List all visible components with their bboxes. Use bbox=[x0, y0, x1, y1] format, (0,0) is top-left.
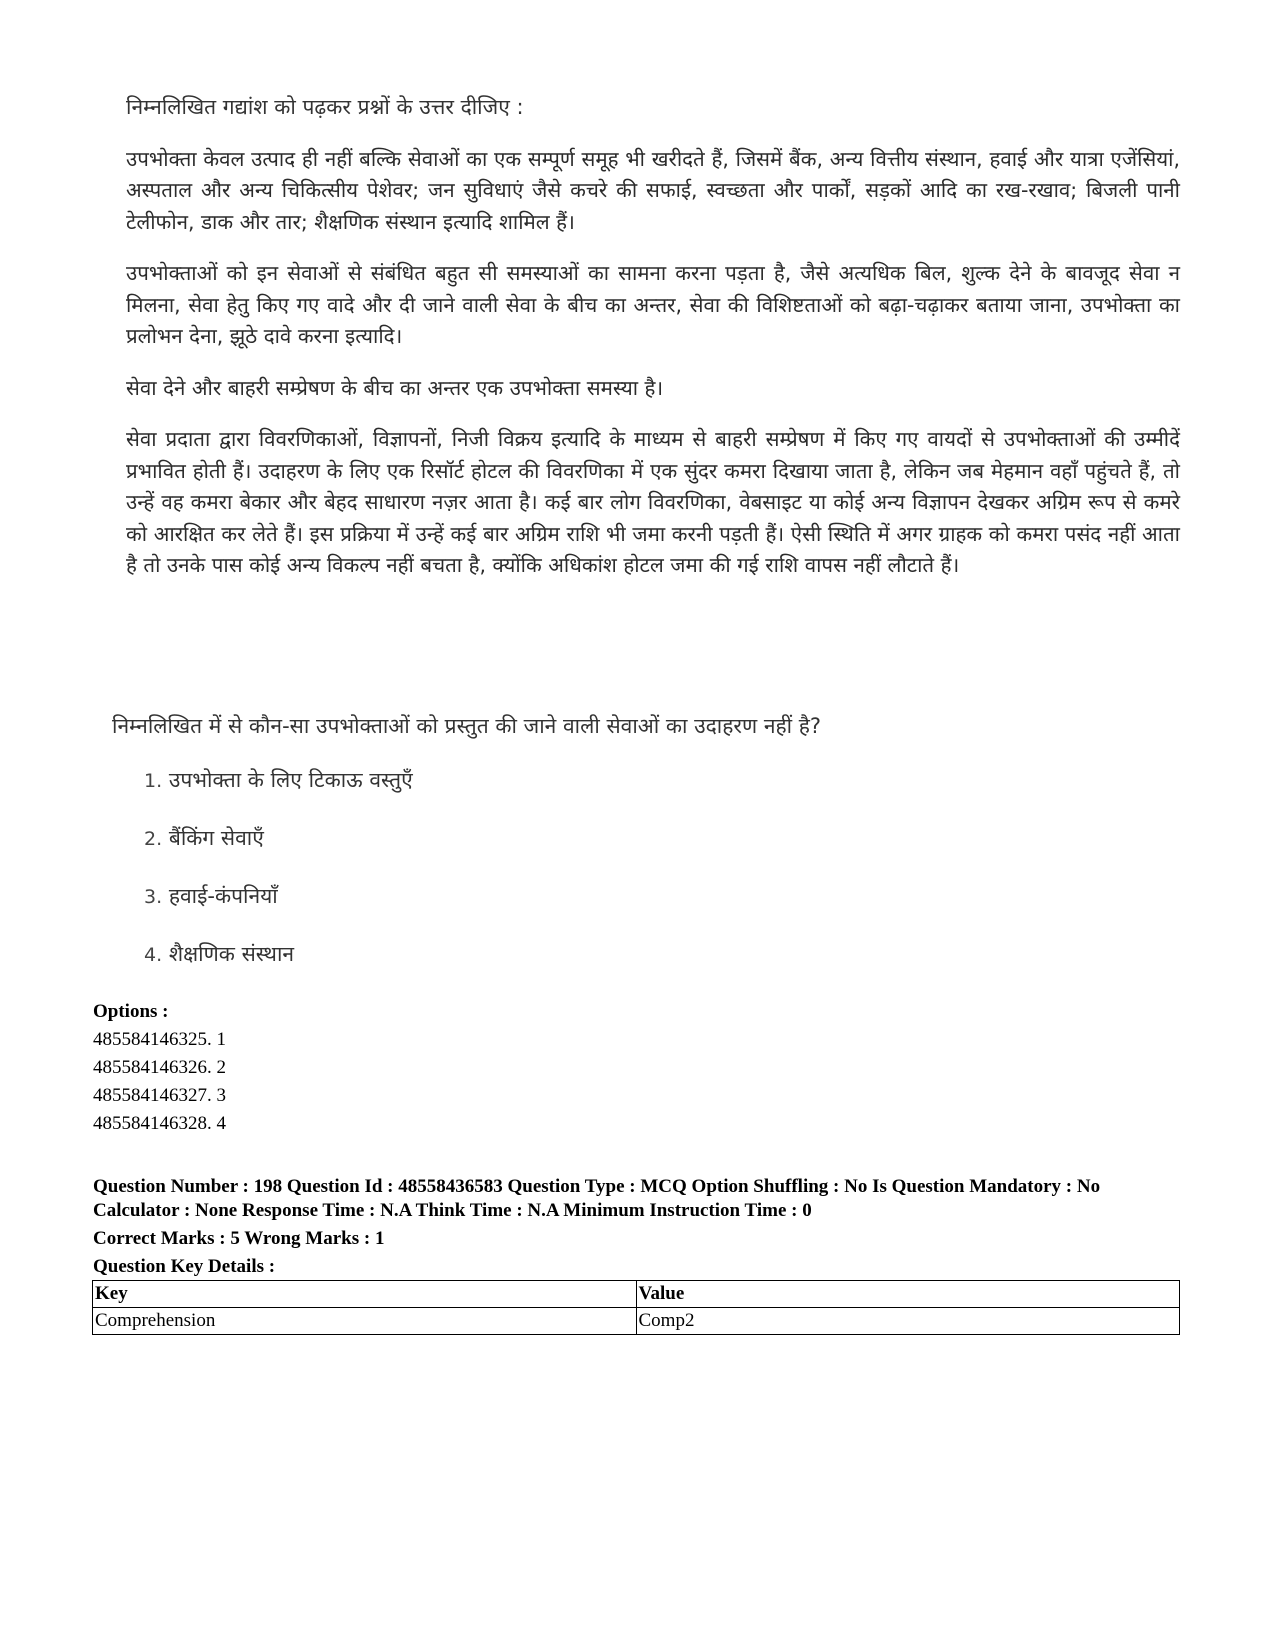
key-details-table bbox=[92, 1280, 1180, 1335]
question-choice bbox=[144, 766, 1112, 792]
key-details-label: Question Key Details : bbox=[93, 1256, 276, 1277]
table-cell: Comp2 bbox=[636, 1308, 1180, 1335]
choice-text: शैक्षणिक संस्थान bbox=[168, 942, 295, 966]
question-choice bbox=[144, 882, 1112, 908]
option-item: 485584146328. 4 bbox=[93, 1113, 226, 1134]
question-meta bbox=[93, 1175, 1183, 1283]
question-choice bbox=[144, 940, 1112, 966]
table-header-row bbox=[93, 1281, 1180, 1308]
choice-text: उपभोक्ता के लिए टिकाऊ वस्तुएँ bbox=[168, 768, 413, 792]
question-choice bbox=[144, 824, 1112, 850]
table-header-cell: Key bbox=[93, 1281, 637, 1308]
passage-paragraph: सेवा देने और बाहरी सम्प्रेषण के बीच का अन्तर एक उपभोक्ता समस्या है। bbox=[126, 375, 664, 400]
passage-scan bbox=[118, 92, 1180, 602]
choice-text: बैंकिंग सेवाएँ bbox=[168, 826, 264, 850]
question-info-line: Question Number : 198 Question Id : 48558436583 Question Type : MCQ Option Shuffling : No Is Question Mandatory : No Calculator : None Response Time : N.A Think Time : N.A Minimum Instruction Time : 0 bbox=[93, 1176, 1101, 1221]
question-text: निम्नलिखित में से कौन-सा उपभोक्ताओं को प्रस्तुत की जाने वाली सेवाओं का उदाहरण नहीं है? bbox=[112, 714, 822, 738]
question-block bbox=[112, 712, 1112, 998]
passage-heading: निम्नलिखित गद्यांश को पढ़कर प्रश्नों के उत्तर दीजिए : bbox=[126, 95, 524, 119]
choice-number: 1. bbox=[144, 770, 163, 792]
marks-line: Correct Marks : 5 Wrong Marks : 1 bbox=[93, 1228, 385, 1249]
choice-text: हवाई-कंपनियाँ bbox=[168, 884, 278, 908]
options-label: Options : bbox=[93, 1001, 169, 1022]
table-cell: Comprehension bbox=[93, 1308, 637, 1335]
choice-number: 3. bbox=[144, 886, 163, 908]
table-header-cell: Value bbox=[636, 1281, 1180, 1308]
choice-number: 2. bbox=[144, 828, 163, 850]
option-item: 485584146326. 2 bbox=[93, 1057, 226, 1078]
passage-paragraph: सेवा प्रदाता द्वारा विवरणिकाओं, विज्ञापनों, निजी विक्रय इत्यादि के माध्यम से बाहरी सम्प्रेषण में किए गए वायदों से उपभोक्ताओं की उम्मीदें प्रभावित होती हैं। उदाहरण के लिए एक रिसॉर्ट होटल की विवरणिका में एक सुंदर कमरा दिखाया जाता है, लेकिन जब मेहमान वहाँ पहुंचते हैं, तो उन्हें वह कमरा बेकार और बेहद साधारण नज़र आता है। कई बार लोग विवरणिका, वेबसाइट या कोई अन्य विज्ञापन देखकर अग्रिम रूप से कमरे को आरक्षित कर लेते हैं। इस प्रक्रिया में उन्हें कई बार अग्रिम राशि भी जमा करनी पड़ती हैं। ऐसी स्थिति में अगर ग्राहक को कमरा पसंद नहीं आता है तो उनके पास कोई अन्य विकल्प नहीं बचता है, क्योंकि अधिकांश होटल जमा की गई राशि वापस नहीं लौटाते हैं। bbox=[126, 427, 1180, 577]
choice-number: 4. bbox=[144, 944, 163, 966]
table-row bbox=[93, 1308, 1180, 1335]
options-section bbox=[93, 998, 226, 1138]
passage-paragraph: उपभोक्ता केवल उत्पाद ही नहीं बल्कि सेवाओं का एक सम्पूर्ण समूह भी खरीदते हैं, जिसमें बैंक, अन्य वित्तीय संस्थान, हवाई और यात्रा एजेंसियां, अस्पताल और अन्य चिकित्सीय पेशेवर; जन सुविधाएं जैसे कचरे की सफाई, स्वच्छता और पार्कों, सड़कों आदि का रख-रखाव; बिजली पानी टेलीफोन, डाक और तार; शैक्षणिक संस्थान इत्यादि शामिल हैं। bbox=[126, 146, 1180, 234]
option-item: 485584146327. 3 bbox=[93, 1085, 226, 1106]
passage-paragraph: उपभोक्ताओं को इन सेवाओं से संबंधित बहुत सी समस्याओं का सामना करना पड़ता है, जैसे अत्यधिक बिल, शुल्क देने के बावजूद सेवा न मिलना, सेवा हेतु किए गए वादे और दी जाने वाली सेवा के बीच का अन्तर, सेवा की विशिष्टताओं को बढ़ा-चढ़ाकर बताया जाना, उपभोक्ता का प्रलोभन देना, झूठे दावे करना इत्यादि। bbox=[126, 261, 1180, 348]
option-item: 485584146325. 1 bbox=[93, 1029, 226, 1050]
